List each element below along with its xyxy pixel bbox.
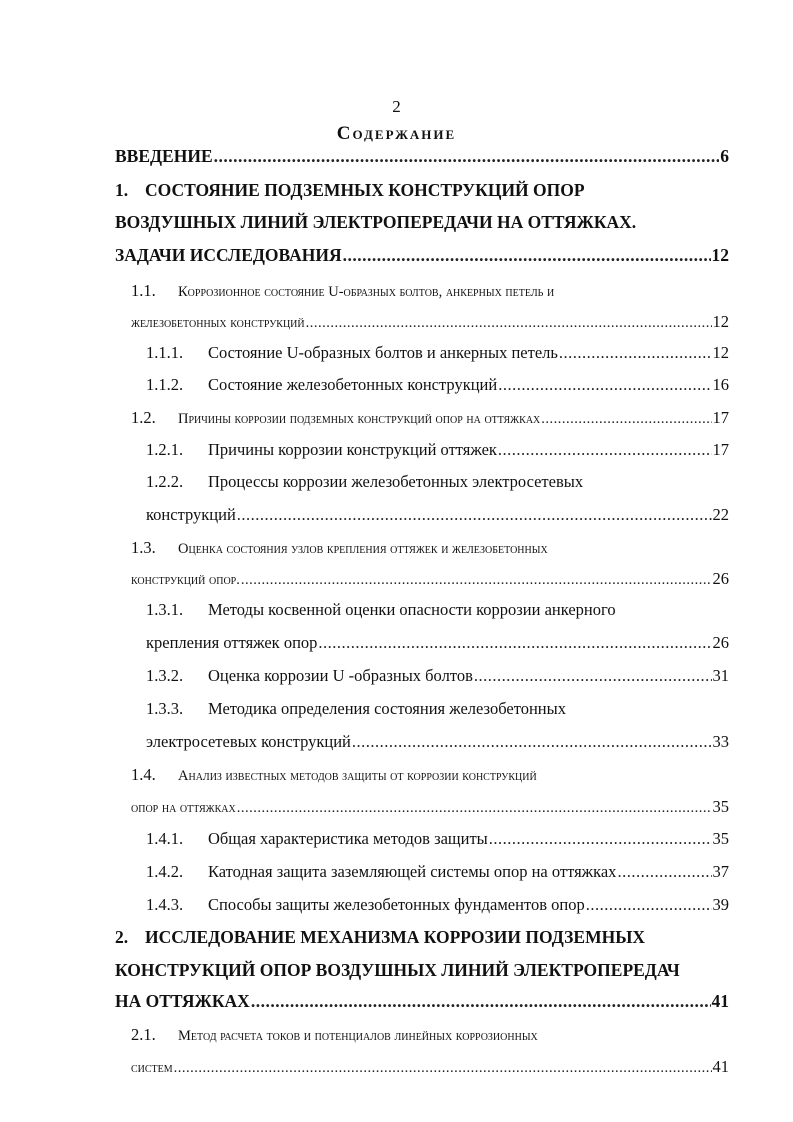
- toc-entry-text: железобетонных конструкций: [131, 315, 305, 331]
- toc-entry-number: 1.4.3.: [146, 895, 184, 914]
- dot-leader: [474, 666, 712, 686]
- toc-entry-label: Причины коррозии подземных конструкций опор на оттяжках: [178, 411, 541, 427]
- toc-page-number: 33: [712, 732, 729, 751]
- toc-entry-label: Состояние железобетонных конструкций: [208, 375, 498, 394]
- dot-leader: [306, 315, 712, 332]
- toc-entry-number: 2.: [115, 927, 129, 947]
- toc-entry-1-1-line2: [131, 312, 729, 332]
- toc-entry-text: [146, 829, 488, 849]
- toc-entry-text: конструкций: [146, 505, 236, 524]
- toc-entry-number: 1.2.: [131, 408, 156, 427]
- toc-page-number: 41: [711, 991, 729, 1011]
- toc-entry-chapter-2-line3: [115, 991, 729, 1012]
- toc-entry-number: 1.1.: [131, 281, 156, 300]
- toc-entry-number: 1.2.2.: [146, 472, 184, 491]
- dot-leader: [214, 146, 720, 167]
- toc-entry-text: Процессы коррозии железобетонных электросетевых: [208, 472, 584, 491]
- dot-leader: [174, 1060, 712, 1077]
- toc-entry-1-3-3-line2: [146, 732, 729, 752]
- toc-entry-text: [146, 440, 497, 460]
- toc-entry-text: ИССЛЕДОВАНИЕ МЕХАНИЗМА КОРРОЗИИ ПОДЗЕМНЫХ: [145, 927, 646, 947]
- toc-entry-label: Общая характеристика методов защиты: [208, 829, 488, 848]
- toc-entry-1-3-1-line2: [146, 633, 729, 653]
- dot-leader: [541, 411, 711, 428]
- toc-page-number: 39: [712, 895, 729, 914]
- toc-entry-label: Способы защиты железобетонных фундаментов опор: [208, 895, 585, 914]
- toc-entry-1-1: [131, 281, 554, 301]
- toc-page-number: 37: [712, 862, 729, 881]
- toc-page-number: 41: [712, 1057, 729, 1076]
- dot-leader: [237, 800, 712, 817]
- toc-entry-text: [146, 343, 558, 363]
- toc-entry-label: Оценка коррозии U -образных болтов: [208, 666, 473, 685]
- toc-entry-text: [131, 408, 540, 428]
- toc-entry-label: Катодная защита заземляющей системы опор на оттяжках: [208, 862, 617, 881]
- toc-entry-1-1-2: [146, 375, 729, 395]
- toc-entry-text: Оценка состояния узлов крепления оттяжек и железобетонных: [178, 541, 548, 557]
- toc-entry-number: 1.3.3.: [146, 699, 184, 718]
- page-title: Содержание: [336, 123, 457, 144]
- dot-leader: [241, 572, 712, 589]
- toc-entry-text: НА ОТТЯЖКАХ: [115, 991, 250, 1011]
- toc-entry-1-3-1: [146, 600, 616, 620]
- toc-entry-number: 1.4.: [131, 765, 156, 784]
- toc-page-number: 16: [712, 375, 729, 394]
- toc-entry-1-4: [131, 765, 537, 785]
- toc-entry-number: 1.2.1.: [146, 440, 184, 459]
- toc-entry-text: [146, 666, 473, 686]
- toc-entry-chapter-2: [115, 927, 645, 948]
- dot-leader: [343, 245, 711, 266]
- toc-entry-text: Анализ известных методов защиты от коррозии конструкций: [178, 768, 537, 784]
- dot-leader: [586, 895, 712, 915]
- toc-entry-text: крепления оттяжек опор: [146, 633, 318, 652]
- toc-entry-number: 1.1.1.: [146, 343, 184, 362]
- toc-entry-number: 1.3.2.: [146, 666, 184, 685]
- toc-page-number: 26: [712, 633, 729, 652]
- toc-page-number: 12: [712, 343, 729, 362]
- toc-entry-chapter-1-line2: ВОЗДУШНЫХ ЛИНИЙ ЭЛЕКТРОПЕРЕДАЧИ НА ОТТЯЖКАХ.: [115, 212, 637, 232]
- toc-entry-number: 1.4.1.: [146, 829, 184, 848]
- toc-entry-1-2-2-line2: [146, 505, 729, 525]
- dot-leader: [251, 991, 711, 1012]
- toc-entry-1-4-3: [146, 895, 729, 915]
- dot-leader: [318, 633, 711, 653]
- toc-page-number: 17: [712, 440, 729, 459]
- toc-entry-number: 1.: [115, 180, 129, 200]
- toc-entry-1-1-1: [146, 343, 729, 363]
- dot-leader: [489, 829, 712, 849]
- page-number: 2: [392, 97, 401, 116]
- toc-entry-text: СОСТОЯНИЕ ПОДЗЕМНЫХ КОНСТРУКЦИЙ ОПОР: [145, 180, 585, 200]
- toc-entry-label: Причины коррозии конструкций оттяжек: [208, 440, 497, 459]
- toc-entry-text: [146, 895, 585, 915]
- toc-entry-intro: [115, 146, 729, 167]
- toc-page-number: 35: [712, 797, 729, 816]
- toc-entry-text: Коррозионное состояние U-образных болтов, анкерных петель и: [178, 284, 555, 300]
- toc-entry-label: Состояние U-образных болтов и анкерных петель: [208, 343, 558, 362]
- toc-entry-1-3-2: [146, 666, 729, 686]
- toc-entry-text: ЗАДАЧИ ИССЛЕДОВАНИЯ: [115, 245, 342, 265]
- toc-page-number: 22: [712, 505, 729, 524]
- toc-page-number: 6: [720, 146, 729, 166]
- toc-entry-text: [146, 862, 616, 882]
- toc-entry-text: конструкций опор.: [131, 572, 240, 588]
- toc-entry-1-4-1: [146, 829, 729, 849]
- toc-page-number: 35: [712, 829, 729, 848]
- toc-page-number: 12: [711, 245, 729, 265]
- toc-entry-text: Методика определения состояния железобетонных: [208, 699, 566, 718]
- toc-page-number: 31: [712, 666, 729, 685]
- toc-entry-1-4-line2: [131, 797, 729, 817]
- toc-entry-chapter-1: [115, 180, 585, 201]
- toc-page-number: 17: [712, 408, 729, 427]
- toc-entry-text: систем: [131, 1060, 173, 1076]
- toc-entry-2-1: [131, 1025, 538, 1045]
- dot-leader: [352, 732, 712, 752]
- toc-entry-text: Метод расчета токов и потенциалов линейных коррозионных: [178, 1028, 538, 1044]
- toc-entry-1-4-2: [146, 862, 729, 882]
- dot-leader: [559, 343, 712, 363]
- toc-entry-1-3: [131, 538, 548, 558]
- toc-entry-chapter-1-line3: [115, 245, 729, 266]
- toc-entry-number: 1.1.2.: [146, 375, 184, 394]
- dot-leader: [498, 375, 711, 395]
- toc-entry-text: Методы косвенной оценки опасности коррозии анкерного: [208, 600, 616, 619]
- toc-entry-1-3-3: [146, 699, 566, 719]
- toc-page-number: 26: [712, 569, 729, 588]
- dot-leader: [237, 505, 712, 525]
- toc-entry-1-2-1: [146, 440, 729, 460]
- toc-entry-number: 2.1.: [131, 1025, 156, 1044]
- toc-entry-1-2: [131, 408, 729, 428]
- toc-entry-text: электросетевых конструкций: [146, 732, 351, 751]
- toc-entry-1-3-line2: [131, 569, 729, 589]
- toc-entry-text: опор на оттяжках: [131, 800, 236, 816]
- toc-entry-1-2-2: [146, 472, 583, 492]
- toc-page-number: 12: [712, 312, 729, 331]
- toc-entry-chapter-2-line2: КОНСТРУКЦИЙ ОПОР ВОЗДУШНЫХ ЛИНИЙ ЭЛЕКТРОПЕРЕДАЧ: [115, 960, 680, 980]
- toc-entry-number: 1.3.1.: [146, 600, 184, 619]
- dot-leader: [617, 862, 711, 882]
- toc-entry-number: 1.4.2.: [146, 862, 184, 881]
- toc-entry-number: 1.3.: [131, 538, 156, 557]
- toc-entry-text: [146, 375, 497, 395]
- toc-entry-text: ВВЕДЕНИЕ: [115, 146, 213, 166]
- toc-entry-2-1-line2: [131, 1057, 729, 1077]
- dot-leader: [498, 440, 712, 460]
